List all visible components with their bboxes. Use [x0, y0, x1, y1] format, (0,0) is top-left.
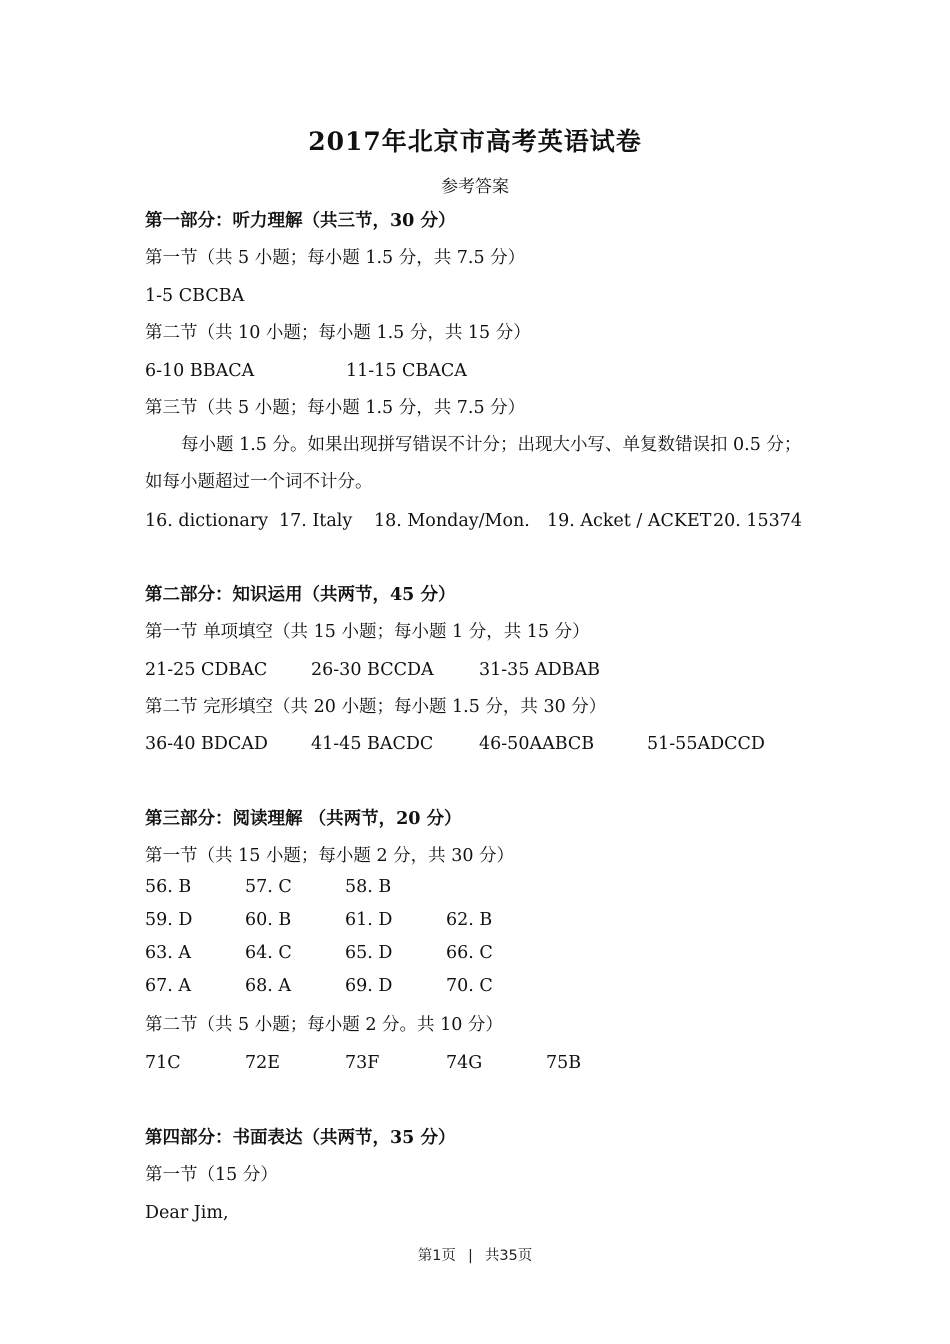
part1-section3-note: 每小题 1.5 分。如果出现拼写错误不计分；出现大小写、单复数错误扣 0.5 分；如每小题超过一个词不计分。	[145, 435, 802, 492]
part1-section2-answer: 11-15 CBACA	[346, 361, 467, 381]
part3-section2-answer: 72E	[245, 1053, 281, 1073]
part1-section3-answer: 18. Monday/Mon.	[374, 511, 530, 531]
part3-answer: 69. D	[345, 976, 393, 996]
part1-section3-answer: 19. Acket / ACKET	[547, 511, 712, 531]
part3-answer: 62. B	[446, 910, 493, 930]
part2-heading: 第二部分：知识运用（共两节，45 分）	[145, 585, 456, 605]
part2-section1-answer: 26-30 BCCDA	[311, 660, 434, 680]
part1-section1-answers: 1-5 CBCBA	[145, 286, 245, 306]
part3-answer: 63. A	[145, 943, 192, 963]
page-total: 共35页	[484, 1248, 533, 1264]
part3-section2-heading: 第二节（共 5 小题；每小题 2 分。共 10 分）	[145, 1015, 503, 1035]
part3-answer: 66. C	[446, 943, 493, 963]
part3-section2-answer: 74G	[446, 1053, 483, 1073]
part3-answer: 65. D	[345, 943, 393, 963]
part2-section2-answer: 46-50AABCB	[479, 734, 595, 754]
part1-heading: 第一部分：听力理解（共三节，30 分）	[145, 211, 456, 231]
letter-greeting: Dear Jim,	[145, 1203, 229, 1223]
part3-answer: 70. C	[446, 976, 493, 996]
part1-section3-answer: 20. 15374	[713, 511, 803, 531]
part1-section2-heading: 第二节（共 10 小题；每小题 1.5 分，共 15 分）	[145, 323, 531, 343]
part1-section2-answer: 6-10 BBACA	[145, 361, 255, 381]
part2-section2-answer: 51-55ADCCD	[647, 734, 765, 754]
part3-answer: 67. A	[145, 976, 192, 996]
part1-section3-answer: 16. dictionary	[145, 511, 269, 531]
part1-section3-heading: 第三节（共 5 小题；每小题 1.5 分，共 7.5 分）	[145, 398, 526, 418]
part3-heading: 第三部分：阅读理解 （共两节，20 分）	[145, 809, 462, 829]
part3-answer: 57. C	[245, 877, 292, 897]
part3-answer: 61. D	[345, 910, 393, 930]
part2-section2-heading: 第二节 完形填空（共 20 小题；每小题 1.5 分，共 30 分）	[145, 697, 607, 717]
part3-section2-answer: 73F	[345, 1053, 380, 1073]
part3-section2-answer: 71C	[145, 1053, 181, 1073]
part2-section1-answer: 31-35 ADBAB	[479, 660, 601, 680]
part2-section2-answer: 41-45 BACDC	[311, 734, 434, 754]
part3-answer: 56. B	[145, 877, 192, 897]
part1-section1-heading: 第一节（共 5 小题；每小题 1.5 分，共 7.5 分）	[145, 248, 526, 268]
document-title: 2017年北京市高考英语试卷	[308, 127, 642, 156]
part4-section1-heading: 第一节（15 分）	[145, 1165, 278, 1185]
part2-section1-heading: 第一节 单项填空（共 15 小题；每小题 1 分，共 15 分）	[145, 622, 590, 642]
document-subtitle: 参考答案	[441, 177, 509, 197]
part4-heading: 第四部分：书面表达（共两节，35 分）	[145, 1128, 456, 1148]
page-number: 第1页	[417, 1248, 456, 1264]
part3-section2-answer: 75B	[546, 1053, 582, 1073]
part3-answer: 64. C	[245, 943, 292, 963]
part2-section1-answer: 21-25 CDBAC	[145, 660, 268, 680]
part3-section1-heading: 第一节（共 15 小题；每小题 2 分，共 30 分）	[145, 846, 515, 866]
part1-section3-answer: 17. Italy	[279, 511, 353, 531]
footer-separator: |	[467, 1248, 473, 1264]
part3-answer: 59. D	[145, 910, 193, 930]
part2-section2-answer: 36-40 BDCAD	[145, 734, 268, 754]
part3-answer: 60. B	[245, 910, 292, 930]
part3-answer: 58. B	[345, 877, 392, 897]
page-footer	[0, 1244, 950, 1265]
part3-answer: 68. A	[245, 976, 292, 996]
